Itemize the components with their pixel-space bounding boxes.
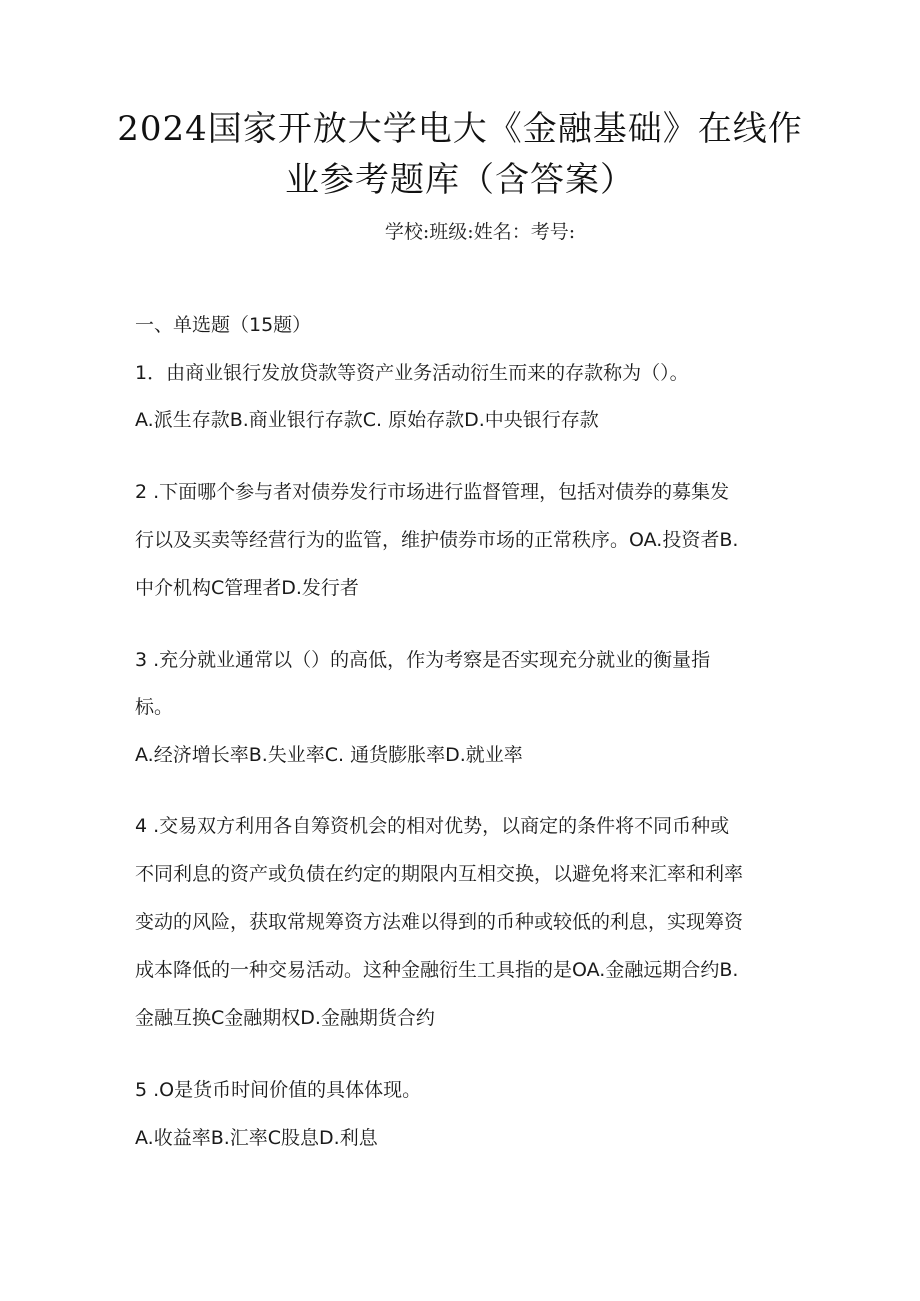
question-4-text-line-5: 金融互换C金融期权D.金融期货合约 xyxy=(135,1007,435,1029)
question-3-text-line-1: 3 .充分就业通常以（）的高低，作为考察是否实现充分就业的衡量指 xyxy=(135,649,711,671)
question-4-text-line-2: 不同利息的资产或负债在约定的期限内互相交换，以避免将来汇率和利率 xyxy=(135,863,744,885)
document-title-line-1: 2024国家开放大学电大《金融基础》在线作 xyxy=(117,109,803,149)
section-heading: 一、单选题（15题） xyxy=(135,314,312,336)
question-3-text-line-2: 标。 xyxy=(135,696,174,718)
question-2-text-line-1: 2 .下面哪个参与者对债券发行市场进行监督管理，包括对债券的募集发 xyxy=(135,481,730,503)
question-4-text-line-1: 4 .交易双方利用各自筹资机会的相对优势，以商定的条件将不同币种或 xyxy=(135,815,730,837)
question-3-options: A.经济增长率B.失业率C. 通货膨胀率D.就业率 xyxy=(135,744,523,766)
document-title-line-2: 业参考题库（含答案） xyxy=(285,160,635,200)
question-5-text: 5 .O是货币时间价值的具体体现。 xyxy=(135,1079,422,1101)
question-2-text-line-3: 中介机构C管理者D.发行者 xyxy=(135,577,359,599)
question-2-text-line-2: 行以及买卖等经营行为的监管，维护债券市场的正常秩序。OA.投资者B. xyxy=(135,529,739,551)
student-info-line: 学校:班级:姓名：考号: xyxy=(384,221,576,243)
question-4-text-line-4: 成本降低的一种交易活动。这种金融衍生工具指的是OA.金融远期合约B. xyxy=(135,959,739,981)
question-1-options: A.派生存款B.商业银行存款C. 原始存款D.中央银行存款 xyxy=(135,409,599,431)
question-4-text-line-3: 变动的风险，获取常规筹资方法难以得到的币种或较低的利息，实现筹资 xyxy=(135,911,744,933)
question-5-options: A.收益率B.汇率C股息D.利息 xyxy=(135,1127,378,1149)
question-1-text: 1．由商业银行发放贷款等资产业务活动衍生而来的存款称为（）。 xyxy=(135,362,689,384)
